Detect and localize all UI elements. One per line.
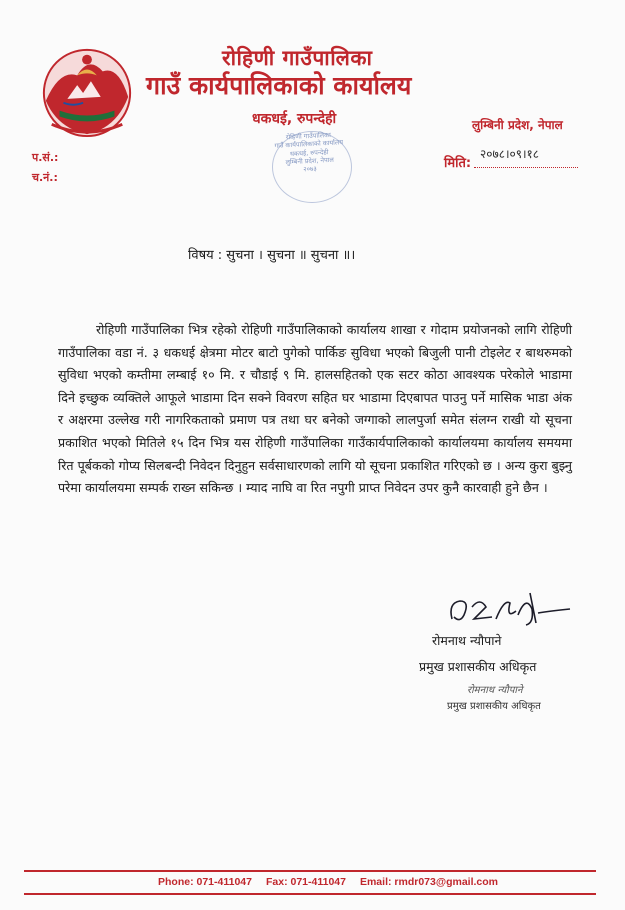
footer-fax: Fax: 071-411047 <box>265 876 346 888</box>
signatory-title: प्रमुख प्रशासकीय अधिकृत <box>419 659 537 674</box>
nepal-emblem-icon <box>38 42 136 140</box>
date-dotted-line <box>474 167 578 168</box>
stamp-line: धकधई, रुपन्देही <box>289 147 329 158</box>
footer-phone: Phone: 071-411047 <box>158 876 252 888</box>
date-value: २०७८।०९।१८ <box>480 147 540 161</box>
signatory-name: रोमनाथ न्यौपाने <box>432 633 502 648</box>
office-name-line1: रोहिणी गाउँपालिका <box>222 46 373 70</box>
dispatch-number-label: च.नं.: <box>32 171 58 184</box>
seal-signatory-title: प्रमुख प्रशासकीय अधिकृत <box>447 701 541 712</box>
footer-rule-bottom <box>24 893 596 895</box>
office-stamp <box>266 130 354 206</box>
notice-body <box>58 319 572 500</box>
stamp-line: लुम्बिनी प्रदेश, नेपाल <box>285 155 334 167</box>
reference-number-label: प.सं.: <box>32 151 59 164</box>
office-province: लुम्बिनी प्रदेश, नेपाल <box>472 118 563 132</box>
footer-email: Email: rmdr073@gmail.com <box>359 876 499 888</box>
stamp-line: गाउँ कार्यपालिकाको कार्यालय <box>274 138 344 151</box>
footer-contact <box>158 876 498 888</box>
stamp-line: २०७३ <box>303 164 318 174</box>
office-name-line2: गाउँ कार्यपालिकाको कार्यालय <box>146 71 412 100</box>
notice-subject: विषय : सुचना । सुचना ॥ सुचना ॥। <box>188 248 356 263</box>
date-label: मिति: <box>444 156 472 171</box>
notice-paragraph: रोहिणी गाउँपालिका भित्र रहेको रोहिणी गाउँपालिकाको कार्यालय शाखा र गोदाम प्रयोजनको लागि रोहिणी गाउँपालिका वडा नं. ३ धकधई क्षेत्रमा मोटर बाटो पुगेको पार्किङ सुविधा भएको बिजुली पानी टोइलेट र बाथरुमको सुविधा भएको कम्तीमा लम्बाई १० मि. र चौडाई ९ मि. हालसहितको एक सटर कोठा आवश्यक परेकोले भाडामा दिने इच्छुक व्यक्तिले आफूले भाडामा दिन सक्ने विवरण सहित घर भाडामा दिएबापत पाउनु पर्ने मासिक भाडा अंक र अक्षरमा उल्लेख गरी नागरिकताको प्रमाण पत्र तथा घर बनेको जग्गाको लालपुर्जा समेत संलग्न राखी यो सूचना प्रकाशित भएको मितिले १५ दिन भित्र यस रोहिणी गाउँपालिका गाउँकार्यपालिकाको कार्यालयमा कार्यालय समयमा रित पूर्बकको गोप्य सिलबन्दी निवेदन दिनुहुन सर्वसाधारणको लागि यो सूचना प्रकाशित गरिएको छ । अन्य कुरा बुझ्नु परेमा कार्यालयमा सम्पर्क राख्न सकिन्छ । म्याद नाघि वा रित नपुगी प्राप्त निवेदन उपर कुनै कारवाही हुने छैन । <box>58 322 572 496</box>
footer-rule-top <box>24 870 596 872</box>
stamp-line: रोहिणी गाउँपालिका <box>285 130 331 142</box>
office-address: धकधई, रुपन्देही <box>252 111 337 127</box>
seal-signatory-name: रोमनाथ न्यौपाने <box>467 685 523 696</box>
signature-icon <box>446 589 574 631</box>
